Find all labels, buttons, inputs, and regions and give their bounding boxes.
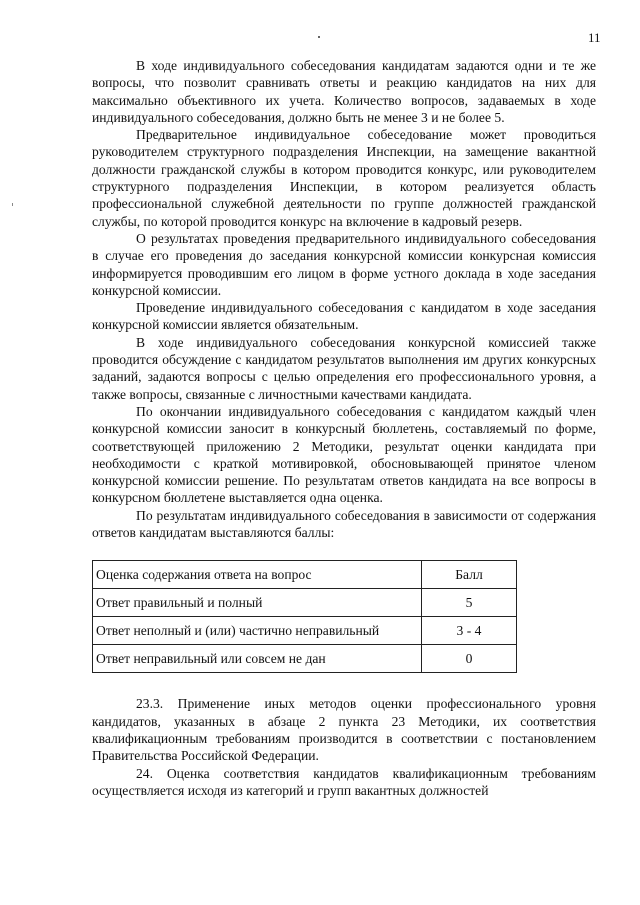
paragraph: 24. Оценка соответствия кандидатов квалификационным требованиям осуществляется исходя из категорий и групп вакантных должностей (92, 765, 596, 798)
scan-side-mark (12, 203, 13, 206)
paragraph: В ходе индивидуального собеседования кандидатам задаются одни и те же вопросы, что позволит сравнивать ответы и реакцию кандидатов на них для максимально объективного их учета. Количество вопросов, задаваемых в ходе индивидуального собеседования, должно быть не менее 3 и не более 5. (92, 58, 596, 125)
table-cell: Ответ неправильный или совсем не дан (93, 645, 422, 673)
scan-dot-mark (318, 36, 320, 38)
score-table (92, 560, 517, 673)
table-cell: 0 (422, 645, 517, 673)
table-header-row (93, 561, 517, 589)
table-cell: 5 (422, 589, 517, 617)
table-header-cell: Балл (422, 561, 517, 589)
table-cell: 3 - 4 (422, 617, 517, 645)
paragraph: Проведение индивидуального собеседования с кандидатом в ходе заседания конкурсной комиссии является обязательным. (92, 300, 596, 333)
table-row (93, 617, 517, 645)
paragraph: По окончании индивидуального собеседования с кандидатом каждый член конкурсной комиссии заносит в конкурсный бюллетень, составляемый по форме, соответствующей приложению 2 Методики, результат оценки кандидата при необходимости с краткой мотивировкой, обосновывающей принятое членом конкурсной комиссии решение. По результатам ответов кандидата на все вопросы в конкурсном бюллетене выставляется одна оценка. (92, 403, 596, 506)
table-row (93, 589, 517, 617)
table-cell: Ответ правильный и полный (93, 589, 422, 617)
paragraph: 23.3. Применение иных методов оценки профессионального уровня кандидатов, указанных в абзаце 2 пункта 23 Методики, их соответствия квалификационным требованиям производится в соответствии с постановлением Правительства Российской Федерации. (92, 696, 596, 764)
paragraph: По результатам индивидуального собеседования в зависимости от содержания ответов кандидатам выставляются баллы: (92, 507, 596, 541)
table-row (93, 645, 517, 673)
table-header-cell: Оценка содержания ответа на вопрос (93, 561, 422, 589)
paragraph: О результатах проведения предварительного индивидуального собеседования в случае его проведения до заседания конкурсной комиссии конкурсная комиссия информируется проводившим его лицом в форме устного доклада в ходе заседания конкурсной комиссии. (92, 230, 596, 298)
document-body (92, 57, 596, 799)
table-cell: Ответ неполный и (или) частично неправильный (93, 617, 422, 645)
paragraph: В ходе индивидуального собеседования конкурсной комиссией также проводится обсуждение с кандидатом результатов выполнения им других конкурсных заданий, задаются вопросы с целью определения его профессионального уровня, а также вопросы, связанные с личностными качествами кандидата. (92, 334, 596, 402)
paragraph: Предварительное индивидуальное собеседование может проводиться руководителем структурного подразделения Инспекции, на замещение вакантной должности гражданской службы в котором проводится конкурс, или руководителем структурного подразделения Инспекции, в котором реализуется область профессиональной служебной деятельности по группе должностей гражданской службы, по которой проводится конкурс на включение в кадровый резерв. (92, 127, 596, 229)
page-number: 11 (588, 30, 601, 45)
